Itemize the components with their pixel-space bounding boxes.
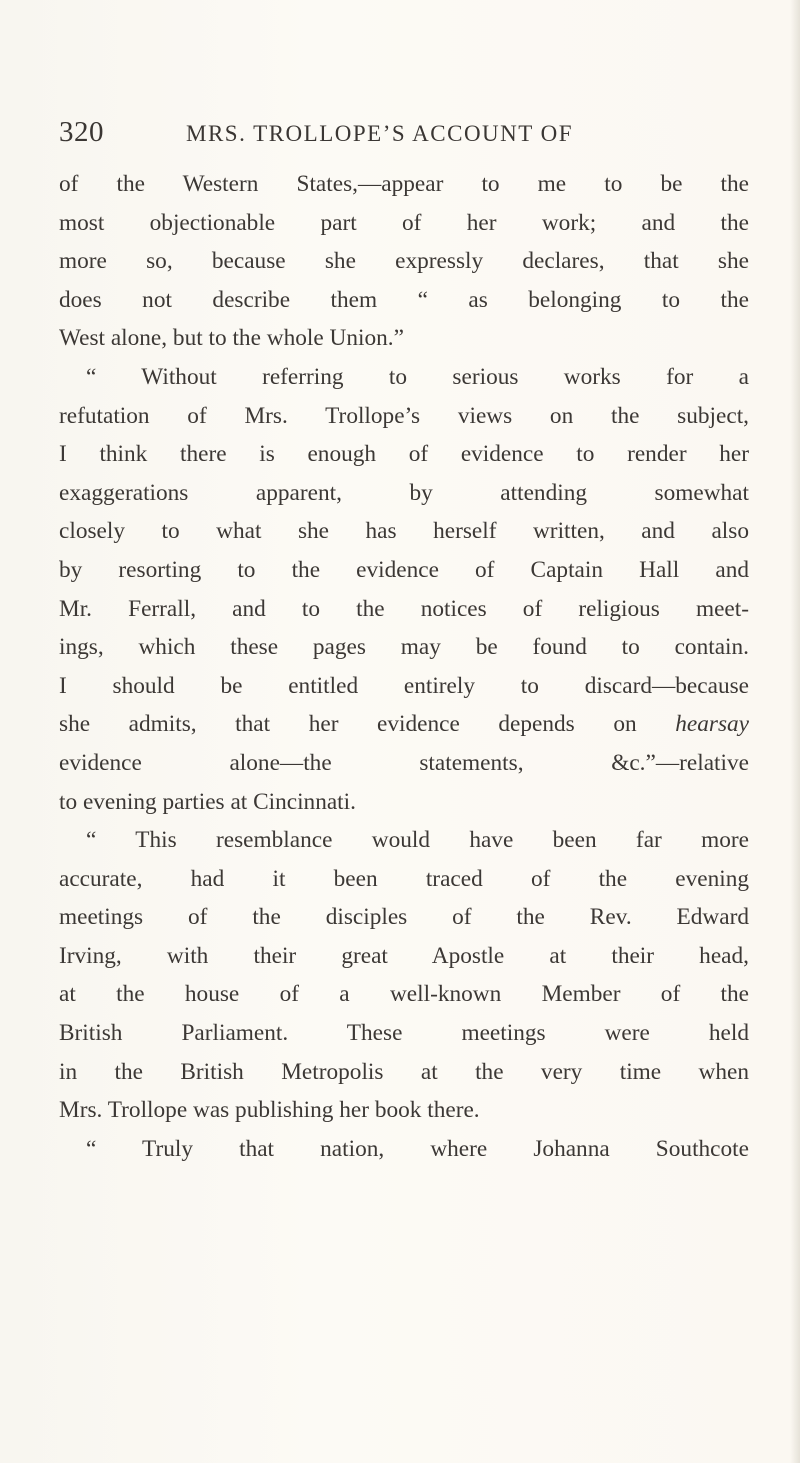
text-line: ings, which these pages may be found to contain. [59,634,749,661]
text-line: British Parliament. These meetings were held [59,1020,749,1047]
text-line: Mr. Ferrall, and to the notices of religious meet- [59,595,749,622]
paragraph-start-line: “ Truly that nation, where Johanna Southcote [86,1135,749,1162]
text-line: Mrs. Trollope was publishing her book there. [59,1097,480,1124]
text-line: does not describe them “ as belonging to the [59,286,749,313]
page-header [59,116,749,152]
text-line: closely to what she has herself written, and also [59,518,749,545]
text-line: by resorting to the evidence of Captain Hall and [59,556,749,583]
text-line: most objectionable part of her work; and the [59,209,749,236]
line-text-before: she admits, that her evidence depends on [59,711,676,738]
text-line: of the Western States,—appear to me to be the [59,171,749,197]
text-line-with-italic [59,705,749,744]
text-line: West alone, but to the whole Union.” [59,325,404,352]
italic-word: hearsay [675,711,749,738]
text-line: more so, because she expressly declares, that she [59,248,749,275]
body-text [59,165,749,1168]
paragraph-start-line: “ Without referring to serious works for a [86,363,749,390]
text-line: in the British Metropolis at the very time when [59,1058,749,1085]
text-line: I think there is enough of evidence to render her [59,441,749,468]
text-line: refutation of Mrs. Trollope’s views on the subject, [59,402,749,429]
running-head: MRS. TROLLOPE’S ACCOUNT OF [186,121,574,146]
page-number: 320 [59,116,104,148]
text-line: meetings of the disciples of the Rev. Edward [59,904,749,931]
text-line: at the house of a well-known Member of the [59,981,749,1008]
text-line: exaggerations apparent, by attending somewhat [59,479,749,506]
text-line: to evening parties at Cincinnati. [59,788,356,815]
paragraph-start-line: “ This resemblance would have been far more [86,827,749,854]
text-line: evidence alone—the statements, &c.”—relative [59,749,749,776]
text-line: Irving, with their great Apostle at their head, [59,942,749,969]
text-line: I should be entitled entirely to discard—because [59,672,749,699]
text-line: accurate, had it been traced of the evening [59,865,749,892]
page-edge-shadow [790,0,800,1463]
